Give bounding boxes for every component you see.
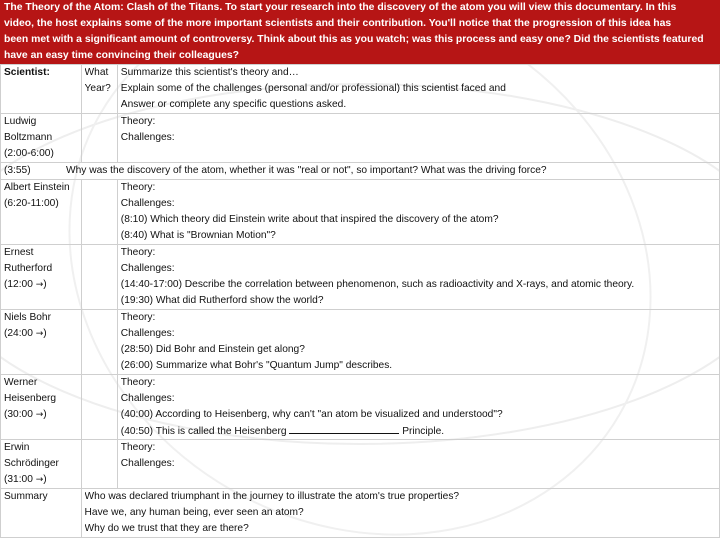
header-row: [1, 65, 720, 114]
question-time: (3:55): [4, 165, 31, 176]
scientist-time: (30:00: [4, 409, 36, 420]
header-summary-cell: [117, 65, 719, 114]
worksheet-table: [0, 64, 720, 538]
arrow-right-icon: →: [35, 475, 44, 485]
fill-in-blank[interactable]: [289, 423, 399, 434]
header-scientist: Scientist:: [4, 67, 50, 78]
question-text: Principle.: [399, 426, 445, 437]
scientist-time: (31:00: [4, 474, 36, 485]
banner-line: have an easy time convincing their colleagues?: [4, 50, 240, 61]
question-text: (40:50) This is called the Heisenberg: [120, 426, 290, 437]
header-year: Year?: [84, 83, 111, 94]
question-text: (28:50) Did Bohr and Einstein get along?: [120, 344, 305, 355]
summary-label-cell: [1, 489, 82, 538]
bohr-name-cell: Niels Bohr (24:00 →): [1, 310, 82, 375]
scientist-name: Albert Einstein: [4, 182, 70, 193]
challenges-label: Challenges:: [120, 132, 175, 143]
rutherford-notes-cell[interactable]: [117, 245, 719, 310]
header-what: What: [84, 67, 109, 78]
scientist-name: Ludwig: [4, 116, 37, 127]
header-scientist-cell: [1, 65, 82, 114]
scientist-name: Niels Bohr: [4, 312, 51, 323]
arrow-right-icon: →: [35, 410, 44, 420]
rutherford-row: [1, 245, 720, 310]
challenges-label: Challenges:: [120, 263, 175, 274]
theory-label: Theory:: [120, 312, 156, 323]
theory-label: Theory:: [120, 442, 156, 453]
boltzmann-year-cell[interactable]: [81, 114, 117, 163]
theory-label: Theory:: [120, 377, 156, 388]
scientist-name: Heisenberg: [4, 393, 57, 404]
theory-label: Theory:: [120, 182, 156, 193]
question-text: Why do we trust that they are there?: [84, 523, 249, 534]
instructions-banner: [0, 0, 720, 64]
einstein-notes-cell[interactable]: [117, 180, 719, 245]
question-text: (8:10) Which theory did Einstein write about that inspired the discovery of the atom?: [120, 214, 499, 225]
question-355-row: [1, 163, 720, 180]
scientist-time: (24:00: [4, 328, 36, 339]
schrodinger-row: [1, 440, 720, 489]
scientist-time: (2:00-6:00): [4, 148, 54, 159]
scientist-name: Boltzmann: [4, 132, 53, 143]
question-text: Have we, any human being, ever seen an atom?: [84, 507, 304, 518]
challenges-label: Challenges:: [120, 198, 175, 209]
heisenberg-name-cell: Werner Heisenberg (30:00 →): [1, 375, 82, 440]
summary-row: [1, 489, 720, 538]
header-summary-line: Answer or complete any specific questions asked.: [120, 99, 347, 110]
question-text: Who was declared triumphant in the journey to illustrate the atom's true properties?: [84, 491, 460, 502]
boltzmann-name-cell: [1, 114, 82, 163]
heisenberg-notes-cell[interactable]: [117, 375, 719, 440]
scientist-time: (12:00: [4, 279, 36, 290]
header-summary-line: Explain some of the challenges (personal and/or professional) this scientist faced and: [120, 83, 506, 94]
schrodinger-year-cell[interactable]: [81, 440, 117, 489]
rutherford-year-cell[interactable]: [81, 245, 117, 310]
summary-label: Summary: [4, 491, 48, 502]
einstein-year-cell[interactable]: [81, 180, 117, 245]
banner-line: video, the host explains some of the more important scientists and their contribution. You'll notice that the progression of this idea has: [4, 18, 672, 29]
scientist-name: Ernest: [4, 247, 34, 258]
challenges-label: Challenges:: [120, 458, 175, 469]
theory-label: Theory:: [120, 116, 156, 127]
bohr-notes-cell[interactable]: [117, 310, 719, 375]
boltzmann-notes-cell[interactable]: [117, 114, 719, 163]
banner-line: The Theory of the Atom: Clash of the Titans. To start your research into the discovery of the atom you will view this documentary. In this: [4, 2, 677, 13]
boltzmann-row: [1, 114, 720, 163]
question-text: (26:00) Summarize what Bohr's "Quantum Jump" describes.: [120, 360, 393, 371]
heisenberg-year-cell[interactable]: [81, 375, 117, 440]
header-summary-line: Summarize this scientist's theory and…: [120, 67, 299, 78]
summary-questions-cell[interactable]: [81, 489, 719, 538]
question-text: (40:00) According to Heisenberg, why can't "an atom be visualized and understood"?: [120, 409, 503, 420]
schrodinger-name-cell: Erwin Schrödinger (31:00 →): [1, 440, 82, 489]
question-355-cell[interactable]: [1, 163, 720, 180]
header-year-cell: [81, 65, 117, 114]
scientist-name: Erwin: [4, 442, 30, 453]
heisenberg-row: [1, 375, 720, 440]
scientist-name: Rutherford: [4, 263, 53, 274]
theory-label: Theory:: [120, 247, 156, 258]
rutherford-name-cell: Ernest Rutherford (12:00 →): [1, 245, 82, 310]
scientist-name: Werner: [4, 377, 38, 388]
question-text: (14:40-17:00) Describe the correlation between phenomenon, such as radioactivity and X-rays, and atomic theory.: [120, 279, 635, 290]
challenges-label: Challenges:: [120, 328, 175, 339]
question-text: Why was the discovery of the atom, whether it was "real or not", so important? What was the driving force?: [66, 165, 547, 176]
question-text: (8:40) What is "Brownian Motion"?: [120, 230, 276, 241]
arrow-right-icon: →: [35, 329, 44, 339]
bohr-row: [1, 310, 720, 375]
bohr-year-cell[interactable]: [81, 310, 117, 375]
banner-line: been met with a significant amount of controversy. Think about this as you watch; was this process and easy one? Did the scientists featured: [4, 34, 704, 45]
scientist-name: Schrödinger: [4, 458, 59, 469]
einstein-name-cell: [1, 180, 82, 245]
einstein-row: [1, 180, 720, 245]
schrodinger-notes-cell[interactable]: [117, 440, 719, 489]
scientist-time: (6:20-11:00): [4, 198, 59, 209]
arrow-right-icon: →: [35, 280, 44, 290]
challenges-label: Challenges:: [120, 393, 175, 404]
question-text: (19:30) What did Rutherford show the world?: [120, 295, 324, 306]
